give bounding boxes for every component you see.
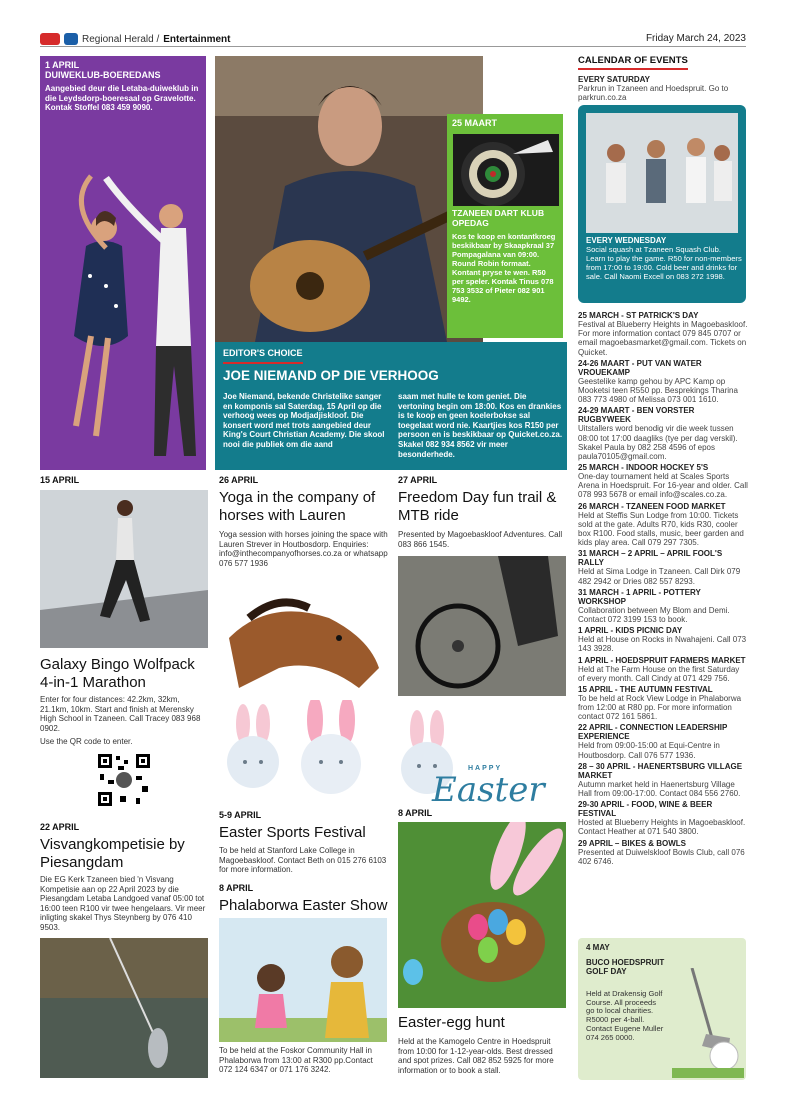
calendar-entry-body: Held at Sima Lodge in Tzaneen. Call Dirk 079 482 2942 or Dries 082 557 8293. [578,567,741,586]
dart-title: TZANEEN DART KLUB OPEDAG [452,208,545,228]
easter-show-body: To be held at the Foskor Community Hall in Phalaborwa from 13:00 at R300 pp.Contact 072 124 6347 or 071 176 3242. [219,1046,373,1075]
fishing-body: Die EG Kerk Tzaneen bied 'n Visvang Kompetisie aan op 22 April 2023 by die Piesangdam Letaba Landgoed vanaf 05:00 tot 16:00 teen R100 vir twee hengelaars. Vir meer inligting skakel Thys Steynberg by 076 410 9503. [40,875,206,932]
freedom-day-body: Presented by Magoebaskloof Adventures. Call 083 866 1545. [398,530,563,549]
calendar-entry-body: To be held at Rock View Lodge in Phalaborwa from 12:00 at R80 pp. For more information contact 072 161 5861. [578,693,742,722]
calendar-entry-title: 31 MARCH - 1 APRIL - POTTERY WORKSHOP [578,587,701,606]
calendar-entry-title: 25 MARCH - INDOOR HOCKEY 5'S [578,463,709,473]
calendar-entry-body: Held at The Farm House on the first Saturday of every month. Call Cindy at 071 429 756. [578,664,740,683]
easter-show-date: 8 APRIL [219,883,254,893]
sports-festival-heading: Easter Sports Festival [219,824,366,841]
dance-event-panel [40,56,206,470]
calendar-entry-body: Geestelike kamp gehou by APC Kamp op Mooketsi teen R550 pp. Besprekings Tharina 083 773 4980 of Melissa 073 001 1610. [578,376,738,405]
marathon-heading: Galaxy Bingo Wolfpack 4-in-1 Marathon [40,656,195,691]
calendar-entry-title: 1 APRIL - KIDS PICNIC DAY [578,626,683,636]
marathon-date: 15 APRIL [40,475,80,485]
calendar-entry [578,762,748,798]
dart-body: Kos te koop en kontantkroeg beskikbaar by Skaapkraal 37 Pompagalana van 09:00. Round Robin formaat. Kontant pryse te wen. R50 per speler. Kontak Tinus 078 753 3532 of Pieter 082 901 9492. [452,232,556,304]
editors-choice-col1: Joe Niemand, bekende Christelike sanger en komponis sal Saterdag, 15 April op die verhoog wees op Modjadjiskloof. Die konsert word met trots aangebied deur King's Court Christian Academy. Die skool nooi die publiek om die aand [223,392,385,449]
red-flag-icon [40,33,60,45]
calendar-entry [578,588,748,624]
calendar-entry-title: 1 APRIL - HOEDSPRUIT FARMERS MARKET [578,655,746,665]
editors-choice-underline [223,362,303,364]
calendar-entry-title: 29 APRIL – BIKES & BOWLS [578,838,687,848]
calendar-entry [578,549,748,585]
dart-date: 25 MAART [452,118,498,128]
calendar-entry [578,502,748,548]
easter-eggs-photo [398,822,566,1008]
bunny-icon [301,700,361,794]
calendar-entry-title: 31 MARCH – 2 APRIL – APRIL FOOL'S RALLY [578,549,723,568]
calendar-entry [578,656,748,683]
every-saturday-title: EVERY SATURDAY [578,75,651,84]
golf-date: 4 MAY [586,943,610,952]
calendar-entry-title: 15 APRIL - THE AUTUMN FESTIVAL [578,684,713,694]
calendar-entry-body: Autumn market held in Haenertsburg Village Hall from 09:00-17:00. Contact 084 556 2760. [578,779,741,798]
editors-choice-tag: EDITOR'S CHOICE [223,348,303,358]
horse-photo [219,578,387,698]
marathon-body: Enter for four distances: 42.2km, 32km, 21.1km, 10km. Start and finish at Merensky High School in Tzaneen. Call Tracey 083 968 0902. [40,695,201,733]
golf-body: Held at Drakensig Golf Course. All proceeds go to local charities. R5000 per 4-ball. Contact Eugene Muller 074 265 0000. [586,989,664,1042]
yoga-body: Yoga session with horses joining the space with Lauren Strever in Houtbosdorp. Enquiries: info@inthecompanyofhorses.co.za or whatsapp 076 577 1936 [219,530,388,568]
egg-hunt-body: Held at the Kamogelo Centre in Hoedspruit from 10:00 for 1-12-year-olds. Best dressed and spot prizes. Call 082 852 5925 for more information or to book a stall. [398,1037,554,1075]
sports-festival-body: To be held at Stanford Lake College in Magoebaskloof. Contact Beth on 015 276 6103 for more information. [219,846,387,875]
happy-text: HAPPY [468,765,503,772]
fishing-heading: Visvangkompetisie by Piesangdam [40,836,185,871]
dart-club-panel [447,114,563,338]
sports-festival-date: 5-9 APRIL [219,810,262,820]
calendar-entry [578,463,748,500]
singer-photo [215,56,483,342]
runner-photo [40,490,208,648]
calendar-entry-body: Held from 09:00-15:00 at Equi-Centre in Houtbosdorp. Call 076 577 1936. [578,741,720,760]
qr-code-icon[interactable] [96,752,152,808]
calendar-entry-title: 28 – 30 APRIL - HAENERTSBURG VILLAGE MARKET [578,761,743,780]
yoga-date: 26 APRIL [219,475,259,485]
calendar-entry-title: 29-30 APRIL - FOOD, WINE & BEER FESTIVAL [578,800,713,819]
squash-photo [586,113,738,233]
calendar-entry [578,800,748,836]
calendar-entry [578,406,748,461]
section-name: Entertainment [163,33,231,45]
calendar-entry-title: 24-26 MAART - PUT VAN WATER VROUEKAMP [578,358,702,377]
calendar-entry-title: 22 APRIL - CONNECTION LEADERSHIP EXPERIENCE [578,723,728,742]
calendar-entry [578,839,748,866]
every-wednesday-body: Social squash at Tzaneen Squash Club. Learn to play the game. R50 for non-members from 17:00 to 19:00. Cold beer and drinks for sale. Call Naomi Excell on 083 272 1998. [586,245,742,281]
calendar-entry-body: Presented at Duiwelskloof Bowls Club, call 076 402 6746. [578,847,745,866]
header-divider [40,46,746,47]
calendar-entry [578,723,748,759]
mountain-bike-photo [398,556,566,696]
easter-show-heading: Phalaborwa Easter Show [219,897,388,914]
every-saturday-body: Parkrun in Tzaneen and Hoedspruit. Go to parkrun.co.za [578,84,729,103]
dancing-couple-photo [46,166,202,466]
calendar-entry-title: 24-29 MAART - BEN VORSTER RUGBYWEEK [578,406,695,425]
freedom-day-heading: Freedom Day fun trail & MTB ride [398,489,557,524]
calendar-title: CALENDAR OF EVENTS [578,55,688,66]
calendar-entry [578,311,748,357]
dance-date: 1 APRIL [45,60,80,70]
calendar-entry-body: Festival at Blueberry Heights in Magoebaskloof. For more information contact 079 845 0707 or email magoebasmarket@gmail.com. Tickets on Quicket. [578,320,748,357]
paper-name: Regional Herald / [82,33,160,45]
freedom-day-date: 27 APRIL [398,475,438,485]
calendar-entry-title: 25 MARCH - ST PATRICK'S DAY [578,311,699,320]
golf-title: BUCO HOEDSPRUIT GOLF DAY [586,958,665,977]
calendar-entry-body: One-day tournament held at Scales Sports Arena in Hoedspruit. For 16-year and older. Call 078 993 5678 or email info@scales.co.za. [578,472,748,500]
yoga-heading: Yoga in the company of horses with Lauren [219,489,376,524]
calendar-underline [578,68,688,70]
dance-title: DUIWEKLUB-BOEREDANS [45,70,161,80]
masthead [40,33,231,45]
blue-flag-icon [64,33,78,45]
egg-hunt-heading: Easter-egg hunt [398,1014,505,1031]
bunny-icon [227,704,279,788]
kids-playing-photo [219,918,387,1042]
calendar-entry-body: Held at House on Rocks in Nwahajeni. Call 073 143 3928. [578,635,747,654]
calendar-entry-body: Uitstallers word benodig vir die week tussen 08:00 tot 17:00 daagliks (tye per dag verskil). Skakel Paula by 082 258 4596 of epos paula70105@gmail.com. [578,424,738,461]
golf-ball-icon [672,968,744,1078]
editors-choice-col2: saam met hulle te kom geniet. Die vertoning begin om 18:00. Kos en drankies is te koop en geen koelerbokse sal toegelaat word nie. Kaartjies kos R150 per persoon en is beskikbaar op Quicket.co.za. Skakel 082 934 8562 vir meer besonderhede. [398,392,563,459]
calendar-entry [578,685,748,722]
calendar-entry-body: Hosted at Blueberry Heights in Magoebaskloof. Contact Heather at 071 540 3800. [578,818,746,837]
editors-choice-title: JOE NIEMAND OP DIE VERHOOG [223,368,439,383]
golf-day-panel [578,938,746,1080]
calendar-entry [578,359,748,405]
fishing-date: 22 APRIL [40,822,80,832]
easter-text: Easter [432,770,545,810]
issue-date: Friday March 24, 2023 [645,33,746,44]
calendar-entry [578,626,748,653]
dartboard-icon [453,134,559,206]
fishing-photo [40,938,208,1078]
marathon-qr-note: Use the QR code to enter. [40,737,133,746]
calendar-entry-body: Held at Steffis Sun Lodge from 10:00. Tickets sold at the gate. Adults R70, kids R30, cooler box R100. Food stalls, music, beer garden and kids play area. Call 079 297 7305. [578,510,744,548]
calendar-list [578,309,748,866]
calendar-top [578,55,748,102]
calendar-entry-title: 26 MARCH - TZANEEN FOOD MARKET [578,501,726,511]
egg-hunt-date: 8 APRIL [398,808,433,818]
squash-card [578,105,746,303]
calendar-entry-body: Collaboration between My Blom and Demi. Contact 072 3199 153 to book. [578,605,730,624]
editors-choice-panel [215,342,567,470]
every-wednesday-title: EVERY WEDNESDAY [586,236,667,245]
dance-body: Aangebied deur die Letaba-duiweklub in die Leydsdorp-boeresaal op Gravelotte. Kontak Stoffel 083 459 9090. [45,84,199,113]
